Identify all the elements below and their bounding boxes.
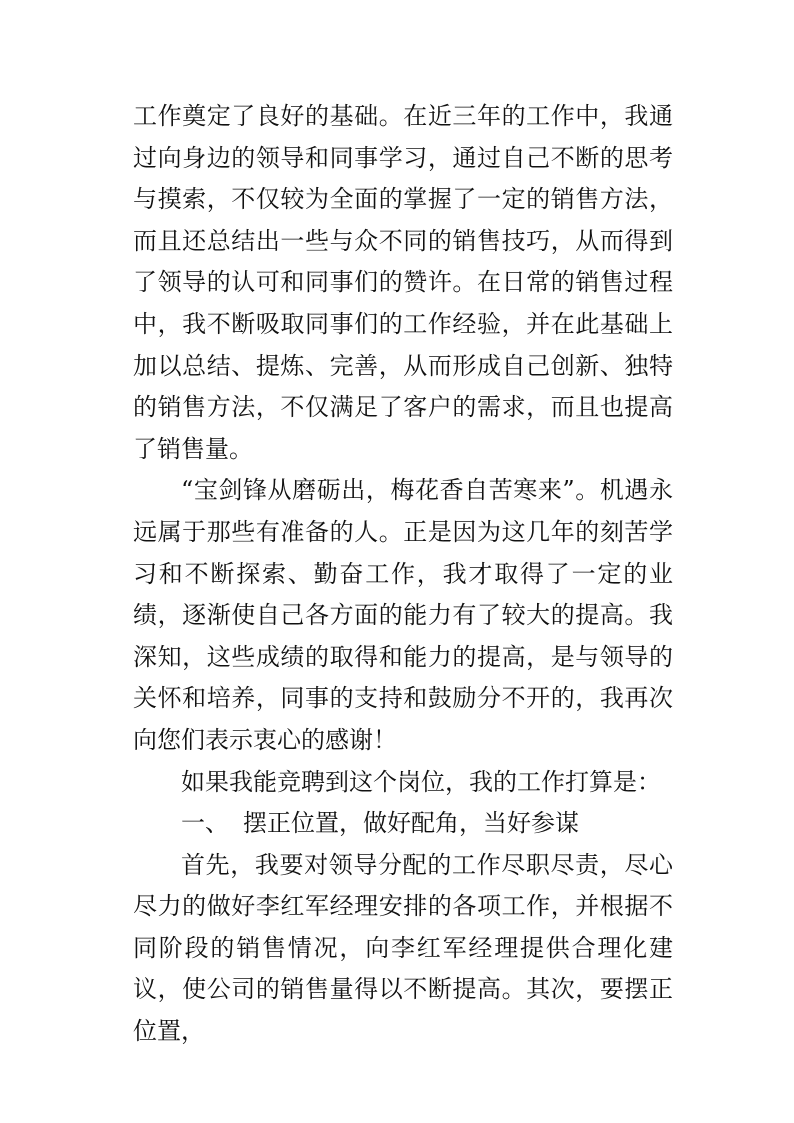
paragraph-gratitude: “宝剑锋从磨砺出，梅花香自苦寒来”。机遇永远属于那些有准备的人。正是因为这几年的刻苦学习和不断探索、勤奋工作，我才取得了一定的业绩，逐渐使自己各方面的能力有了较大的提高。我深知，这些成绩的取得和能力的提高，是与领导的关怀和培养，同事的支持和鼓励分不开的，我再次向您们表示衷心的感谢！ [133, 476, 673, 754]
section-title: 摆正位置，做好配角，当好参谋 [243, 809, 579, 838]
section-number: 一、 [181, 809, 229, 838]
document-body [133, 96, 673, 1053]
paragraph-work-plan-intro: 如果我能竞聘到这个岗位，我的工作打算是： [181, 767, 661, 796]
section-heading-1 [133, 803, 673, 845]
paragraph-achievements: 工作奠定了良好的基础。在近三年的工作中，我通过向身边的领导和同事学习，通过自己不断的思考与摸索，不仅较为全面的掌握了一定的销售方法，而且还总结出一些与众不同的销售技巧，从而得到了领导的认可和同事们的赞许。在日常的销售过程中，我不断吸取同事们的工作经验，并在此基础上加以总结、提炼、完善，从而形成自己创新、独特的销售方法，不仅满足了客户的需求，而且也提高了销售量。 [133, 102, 673, 463]
paragraph-first-point: 首先，我要对领导分配的工作尽职尽责，尽心尽力的做好李红军经理安排的各项工作，并根据不同阶段的销售情况，向李红军经理提供合理化建议，使公司的销售量得以不断提高。其次，要摆正位置， [133, 850, 673, 1046]
